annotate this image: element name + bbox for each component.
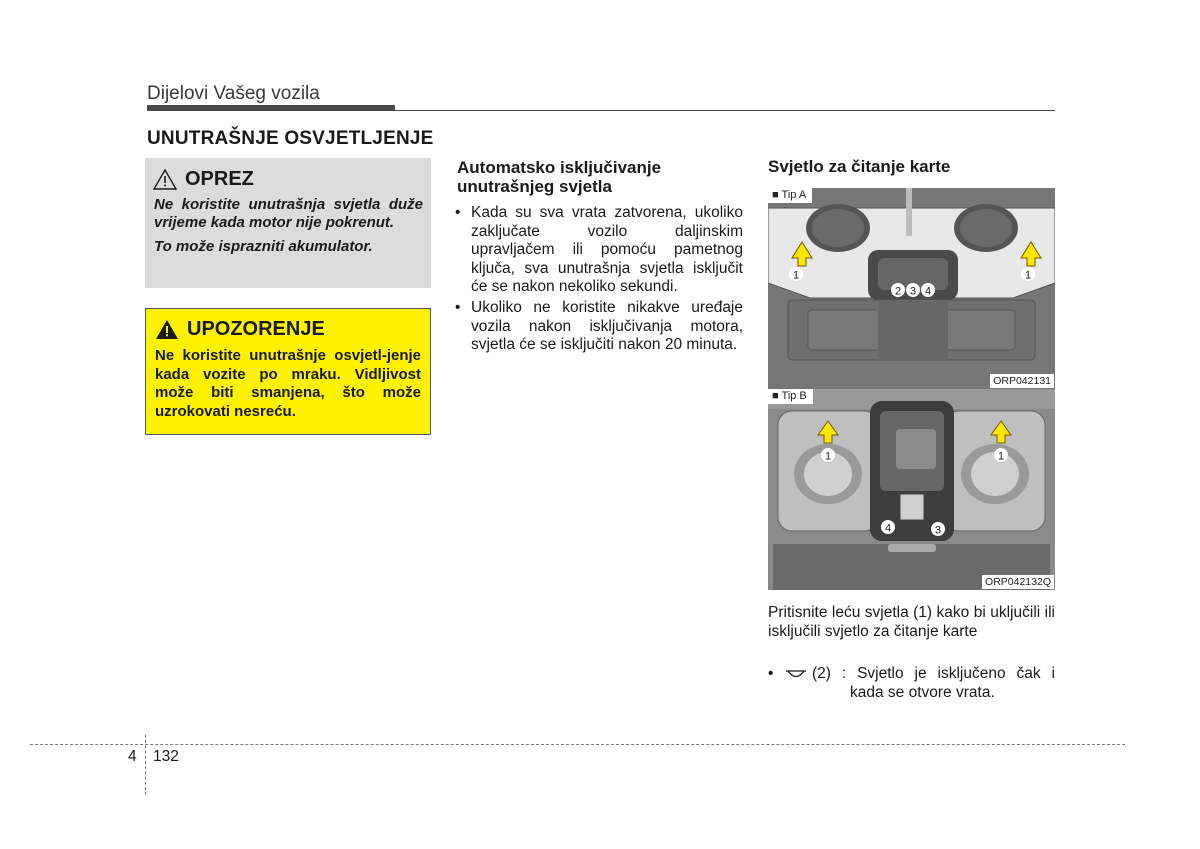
door-off-icon: [784, 668, 808, 682]
caution-paragraph-2: To može isprazniti akumulator.: [154, 238, 373, 255]
list-item: • Kada su sva vrata zatvorena, ukoliko zaključate vozilo daljinskim upravljačem ili pomoću pametnog ključa, sva unutrašnja svjetla isključit će se nakon nekoliko sekundi.: [455, 204, 743, 297]
auto-off-list: [455, 204, 743, 357]
section-title: UNUTRAŠNJE OSVJETLJENJE: [147, 128, 434, 149]
figure-a-code: ORP042131: [990, 374, 1054, 388]
list-item: • Ukoliko ne koristite nikakve uređaje vozila nakon isključivanja motora, svjetla će se isključiti nakon 20 minuta.: [455, 299, 743, 355]
svg-text:1: 1: [824, 450, 832, 463]
caution-paragraph-1: Ne koristite unutrašnja svjetla duže vrijeme kada motor nije pokrenut.: [154, 196, 423, 231]
figure-type-b: [768, 389, 1055, 590]
footer-rule: [30, 744, 1125, 745]
warning-label: UPOZORENJE: [187, 318, 325, 340]
overhead-console-a-illustration: [768, 188, 1055, 389]
svg-text:4: 4: [884, 522, 892, 535]
warning-triangle-icon: [155, 319, 179, 340]
warning-text: Ne koristite unutrašnje osvjetl-jenje kada vozite po mraku. Vidljivost može biti smanjena, što može uzrokovati nesreću.: [155, 347, 421, 420]
auto-off-title: Automatsko isključivanje unutrašnjeg svjetla: [457, 158, 662, 196]
door-mode-line-2: kada se otvore vrata.: [850, 683, 995, 701]
svg-text:1: 1: [1024, 269, 1032, 282]
caution-text: [154, 196, 423, 262]
figure-b-code: ORP042132Q: [982, 575, 1054, 589]
map-light-instructions: Pritisnite leću svjetla (1) kako bi uključili ili isključili svjetlo za čitanje karte: [768, 604, 1055, 640]
header-bar: [147, 105, 395, 111]
running-header: Dijelovi Vašeg vozila: [147, 83, 320, 104]
svg-text:1: 1: [792, 269, 800, 282]
figure-a-tag: ■ Tip A: [768, 188, 812, 203]
figure-type-a: [768, 188, 1055, 389]
svg-text:1: 1: [997, 450, 1005, 463]
overhead-console-b-illustration: [768, 389, 1055, 590]
svg-text:3: 3: [934, 524, 942, 537]
footer-divider: [145, 735, 146, 795]
map-light-title: Svjetlo za čitanje karte: [768, 157, 951, 176]
caution-triangle-icon: [153, 169, 177, 190]
page-number: 132: [153, 748, 179, 765]
chapter-number: 4: [128, 748, 137, 765]
caution-heading: [153, 168, 254, 191]
warning-heading: [155, 318, 325, 341]
door-mode-line-1: (2) : Svjetlo je isključeno čak i: [812, 665, 1055, 682]
figure-b-tag: ■ Tip B: [768, 389, 813, 404]
door-mode-note: [768, 665, 1055, 702]
svg-text:2: 2: [894, 285, 902, 298]
header-rule: [395, 110, 1055, 111]
caution-label: OPREZ: [185, 168, 254, 190]
bullet-dot: •: [768, 665, 774, 682]
svg-text:3: 3: [909, 285, 917, 298]
svg-text:4: 4: [924, 285, 932, 298]
